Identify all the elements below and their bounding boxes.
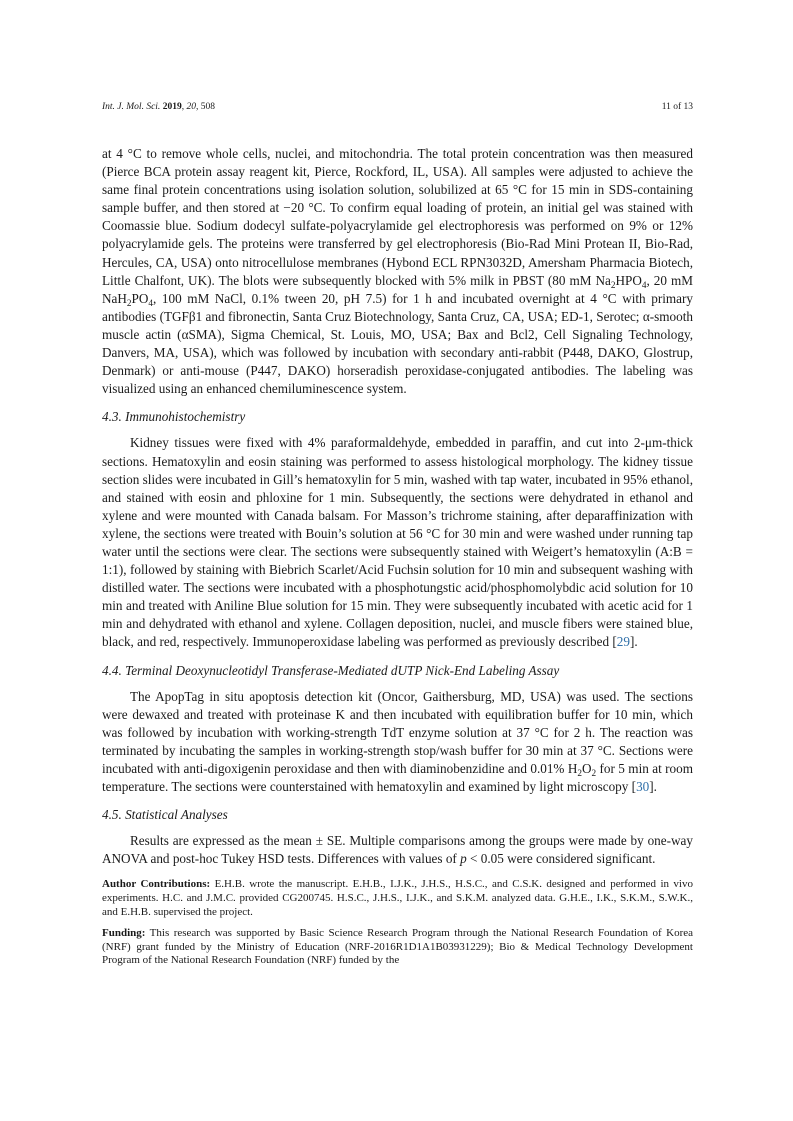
- body-text: [102, 145, 693, 976]
- running-header: [102, 102, 693, 112]
- page-number: 11 of 13: [661, 102, 693, 112]
- citation-link-30[interactable]: 30: [636, 779, 650, 795]
- citation-link-29[interactable]: 29: [616, 634, 630, 650]
- journal-volume: 20: [186, 102, 196, 112]
- journal-year: 2019: [162, 102, 182, 112]
- journal-citation: Int. J. Mol. Sci. 2019, 20, 508: [102, 102, 215, 112]
- section-heading-4-3: 4.3. Immunohistochemistry: [102, 409, 246, 425]
- paragraph-tunel-assay: The ApopTag in situ apoptosis detection kit (Oncor, Gaithersburg, MD, USA) was used. The sections were dewaxed and treated with proteinase K and then incubated with equilibration buffer for 10 min, which was followed by incubation with working-strength TdT enzyme solution at 37 °C for 2 h. The reaction was terminated by incubating the samples in working-strength stop/wash buffer for 30 min at 37 °C. Sections were incubated with anti-digoxigenin peroxidase and then with diaminobenzidine and 0.01% $H_2O_2$ for 5 min at room temperature. The sections were counterstained with hematoxylin and examined by light microscopy [30].: [102, 688, 693, 795]
- paragraph-statistical-analyses: Results are expressed as the mean ± SE. Multiple comparisons among the groups were made by one-way ANOVA and post-hoc Tukey HSD tests. Differences with values of p < 0.05 were considered significant.: [102, 833, 693, 867]
- section-heading-4-5: 4.5. Statistical Analyses: [102, 807, 228, 823]
- section-heading-4-4: 4.4. Terminal Deoxynucleotidyl Transferase-Mediated dUTP Nick-End Labeling Assay: [102, 662, 560, 678]
- author-contributions: Author Contributions: E.H.B. wrote the manuscript. E.H.B., I.J.K., J.H.S., H.S.C., and C.S.K. designed and performed in vivo experiments. H.C. and J.M.C. provided CG200745. H.S.C., J.H.S., I.J.K., and S.K.M. analyzed data. G.H.E., I.K., S.K.M., S.W.K., and E.H.B. supervised the project.: [102, 878, 693, 918]
- paragraph-immunohistochemistry: Kidney tissues were fixed with 4% paraformaldehyde, embedded in paraffin, and cut into 2-μm-thick sections. Hematoxylin and eosin staining was performed to assess histological morphology. The kidney tissue section slides were incubated in Gill’s hematoxylin for 5 min, washed with tap water, incubated in 95% ethanol, and stained with eosin and phloxine for 1 min. Subsequently, the sections were dehydrated in ethanol and xylene and were mounted with Canada balsam. For Masson’s trichrome staining, after deparaffinization with xylene, the sections were treated with Bouin’s solution at 56 °C for 30 min and were washed under running tap water until the sections were clear. The sections were subsequently stained with Weigert’s hematoxylin (A:B = 1:1), followed by staining with Biebrich Scarlet/Acid Fuchsin solution for 10 min and subsequent washing with distilled water. The sections were incubated with a phosphotungstic acid/phosphomolybdic acid solution for 10 min and treated with Aniline Blue solution for 15 min. They were subsequently incubated with acetic acid for 1 min and dehydrated with ethanol and xylene. Collagen deposition, nuclei, and muscle fibers were stained blue, black, and red, respectively. Immunoperoxidase labeling was performed as previously described [29].: [102, 435, 693, 650]
- funding: Funding: This research was supported by Basic Science Research Program through the National Research Foundation of Korea (NRF) grant funded by the Ministry of Education (NRF-2016R1D1A1B03931229); Bio & Medical Technology Development Program of the National Research Foundation (NRF) funded by the: [102, 927, 693, 967]
- journal-name: Int. J. Mol. Sci.: [102, 102, 161, 112]
- paragraph-western-blot-continued: at 4 °C to remove whole cells, nuclei, and mitochondria. The total protein concentration was then measured (Pierce BCA protein assay reagent kit, Pierce, Rockford, IL, USA). All samples were adjusted to achieve the same final protein concentrations using isolation solution, solubilized at 65 °C for 15 min in SDS-containing sample buffer, and then stored at −20 °C. To confirm equal loading of protein, an initial gel was stained with Coomassie blue. Sodium dodecyl sulfate-polyacrylamide gel electrophoresis was performed on 9% or 12% polyacrylamide gels. The proteins were transferred by gel electrophoresis (Bio-Rad Mini Protean II, Bio-Rad, Hercules, CA, USA) onto nitrocellulose membranes (Hybond ECL RPN3032D, Amersham Pharmacia Biotech, Little Chalfont, UK). The blots were subsequently blocked with 5% milk in PBST (80 mM $Na_2HPO_4$, 20 mM $NaH_2PO_4$, 100 mM NaCl, 0.1% tween 20, pH 7.5) for 1 h and incubated overnight at 4 °C with primary antibodies (TGFβ1 and fibronectin, Santa Cruz Biotechnology, Santa Cruz, CA, USA; ED-1, Serotec; α-smooth muscle actin (αSMA), Sigma Chemical, St. Louis, MO, USA; Bax and Bcl2, Cell Signaling Technology, Danvers, MA, USA), which was followed by incubation with secondary anti-rabbit (P448, DAKO, Glostrup, Denmark) or anti-mouse (P447, DAKO) horseradish peroxidase-conjugated antibodies. The labeling was visualized using an enhanced chemiluminescence system.: [102, 146, 693, 397]
- back-matter: [102, 878, 693, 968]
- article-number: 508: [200, 102, 215, 112]
